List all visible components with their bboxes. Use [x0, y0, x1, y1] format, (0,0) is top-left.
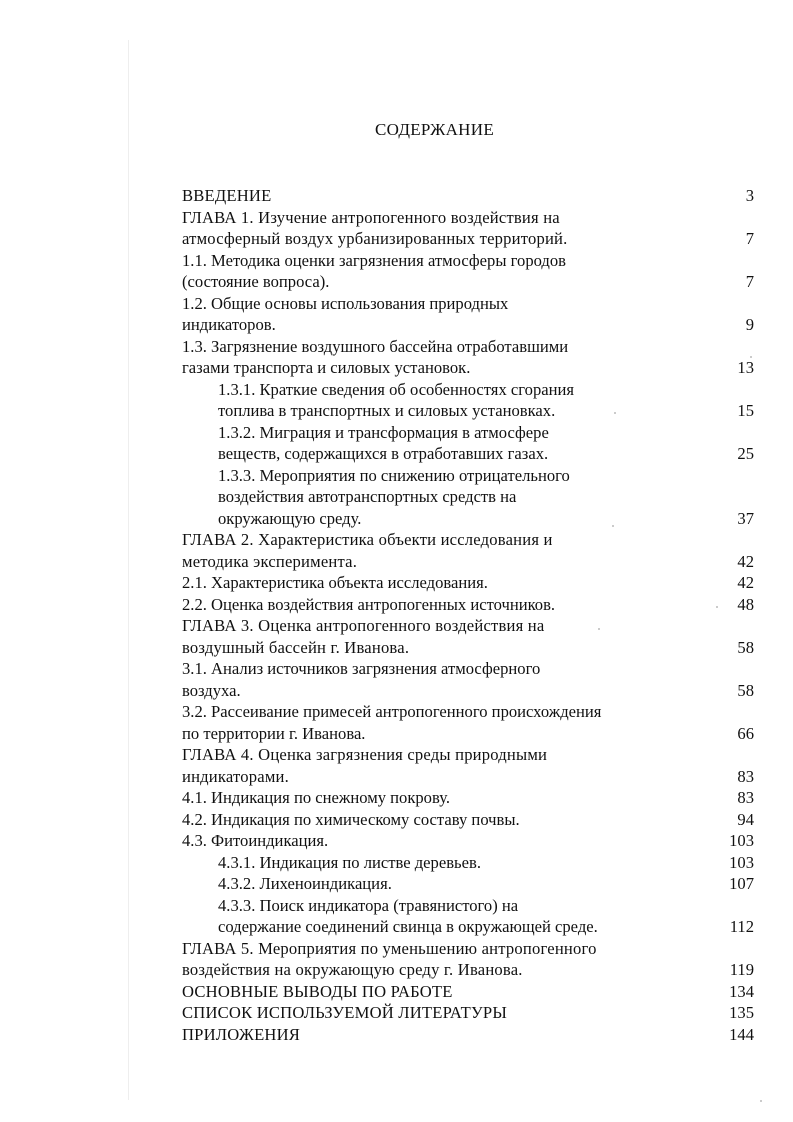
toc-entry-text: 1.3.2. Миграция и трансформация в атмосфере [218, 422, 549, 442]
toc-entry-text: воздуха. [182, 680, 241, 700]
toc-entry-text: 2.1. Характеристика объекта исследования. [182, 573, 488, 592]
toc-entry [182, 615, 756, 658]
scan-speck [760, 1100, 762, 1102]
toc-page-number: 83 [737, 766, 754, 786]
toc-entry-text: индикаторами. [182, 766, 289, 786]
toc-entry [182, 981, 756, 1003]
toc-entry [182, 250, 756, 293]
toc-page-number: 83 [737, 788, 754, 807]
toc-entry-text: индикаторов. [182, 315, 276, 334]
toc-page-number: 48 [737, 594, 754, 614]
toc-entry [182, 336, 756, 379]
toc-entry-text: ВВЕДЕНИЕ [182, 186, 272, 205]
toc-page-number: 42 [737, 551, 754, 571]
toc-entry-text: содержание соединений свинца в окружающей среде. [218, 917, 598, 936]
toc-page-number: 103 [729, 852, 754, 872]
toc-entry-text: 4.3.3. Поиск индикатора (травянистого) на [218, 895, 519, 915]
toc-page-number: 94 [737, 809, 754, 829]
toc-entry [182, 1024, 756, 1046]
toc-entry [182, 594, 756, 616]
toc-page-number: 42 [737, 573, 754, 592]
toc-entry-text: СПИСОК ИСПОЛЬЗУЕМОЙ ЛИТЕРАТУРЫ [182, 1003, 508, 1022]
toc-entry-text: по территории г. Иванова. [182, 723, 366, 743]
toc-entry-text: ПРИЛОЖЕНИЯ [182, 1024, 301, 1044]
toc-page-number: 135 [729, 1003, 754, 1022]
toc-entry [182, 185, 756, 207]
toc-entry-text: атмосферный воздух урбанизированных территорий. [182, 229, 568, 248]
page-title: СОДЕРЖАНИЕ [374, 120, 495, 139]
toc-entry [182, 701, 756, 744]
toc-page-number: 3 [745, 186, 754, 205]
toc-page-number: 9 [745, 315, 754, 334]
toc-entry-text: 3.2. Рассеивание примесей антропогенного происхождения [182, 702, 602, 721]
toc-entry [182, 830, 756, 852]
toc-entry [182, 873, 756, 895]
toc-entry-text: ГЛАВА 2. Характеристика объекти исследования и [182, 530, 553, 549]
toc-entry [182, 658, 756, 701]
toc-page-number: 103 [729, 831, 754, 850]
toc-entry [182, 465, 756, 530]
table-of-contents [182, 185, 756, 1045]
toc-page-number: 66 [737, 723, 754, 743]
toc-page-number: 134 [729, 981, 754, 1001]
toc-entry-text: воздействия на окружающую среду г. Иванова. [182, 960, 523, 979]
toc-page-number: 25 [737, 444, 754, 463]
toc-page-number: 144 [729, 1024, 754, 1044]
toc-entry [182, 293, 756, 336]
toc-entry [182, 938, 756, 981]
toc-page-number: 7 [745, 272, 754, 291]
toc-entry [182, 529, 756, 572]
toc-entry-text: 1.3. Загрязнение воздушного бассейна отработавшими [182, 336, 569, 356]
toc-entry-text: 1.1. Методика оценки загрязнения атмосферы городов [182, 250, 567, 270]
toc-entry [182, 207, 756, 250]
toc-entry-text: ГЛАВА 3. Оценка антропогенного воздействия на [182, 616, 545, 635]
toc-entry [182, 809, 756, 831]
toc-entry [182, 572, 756, 594]
toc-entry-text: 4.2. Индикация по химическому составу почвы. [182, 809, 520, 829]
toc-page-number: 107 [729, 874, 754, 893]
scan-speck [614, 412, 616, 414]
toc-entry-text: (состояние вопроса). [182, 272, 330, 291]
toc-entry-text: ГЛАВА 1. Изучение антропогенного воздействия на [182, 207, 560, 227]
toc-entry-text: воздействия автотранспортных средств на [218, 487, 517, 506]
toc-entry-text: газами транспорта и силовых установок. [182, 358, 471, 377]
toc-entry-text: 1.3.1. Краткие сведения об особенностях сгорания [218, 379, 574, 399]
scan-speck [750, 356, 752, 358]
scan-speck [612, 525, 614, 527]
toc-page-number: 37 [737, 508, 754, 528]
toc-entry-text: ГЛАВА 5. Мероприятия по уменьшению антропогенного [182, 938, 597, 958]
toc-entry-text: окружающую среду. [218, 508, 362, 528]
toc-page-number: 13 [737, 358, 754, 377]
toc-page-number: 58 [737, 680, 754, 700]
toc-page-number: 112 [729, 917, 754, 936]
toc-entry [182, 422, 756, 465]
scan-speck [716, 606, 718, 608]
toc-page-number: 58 [737, 637, 754, 657]
toc-entry-text: 1.3.3. Мероприятия по снижению отрицательного [218, 465, 570, 485]
toc-entry-text: 3.1. Анализ источников загрязнения атмосферного [182, 659, 541, 678]
toc-entry-text: ОСНОВНЫЕ ВЫВОДЫ ПО РАБОТЕ [182, 981, 453, 1001]
toc-entry-text: 4.3.1. Индикация по листве деревьев. [218, 852, 481, 872]
toc-entry-text: 4.3.2. Лихеноиндикация. [218, 874, 392, 893]
toc-entry [182, 895, 756, 938]
toc-page-number: 7 [745, 229, 754, 248]
toc-entry-text: веществ, содержащихся в отработавших газах. [218, 444, 549, 463]
toc-entry-text: 2.2. Оценка воздействия антропогенных источников. [182, 594, 556, 614]
toc-entry [182, 379, 756, 422]
toc-entry [182, 744, 756, 787]
toc-entry [182, 852, 756, 874]
scan-edge-divider [128, 40, 129, 1100]
toc-entry [182, 787, 756, 809]
toc-entry-text: ГЛАВА 4. Оценка загрязнения среды природными [182, 745, 548, 764]
toc-page-number: 119 [729, 960, 754, 979]
toc-entry [182, 1002, 756, 1024]
toc-entry-text: методика эксперимента. [182, 551, 358, 571]
toc-entry-text: 4.1. Индикация по снежному покрову. [182, 788, 451, 807]
toc-entry-text: 4.3. Фитоиндикация. [182, 831, 329, 850]
toc-entry-text: воздушный бассейн г. Иванова. [182, 637, 410, 657]
toc-entry-text: 1.2. Общие основы использования природных [182, 293, 509, 313]
toc-page-number: 15 [737, 401, 754, 420]
toc-entry-text: топлива в транспортных и силовых установках. [218, 401, 556, 420]
scan-speck [598, 628, 600, 630]
